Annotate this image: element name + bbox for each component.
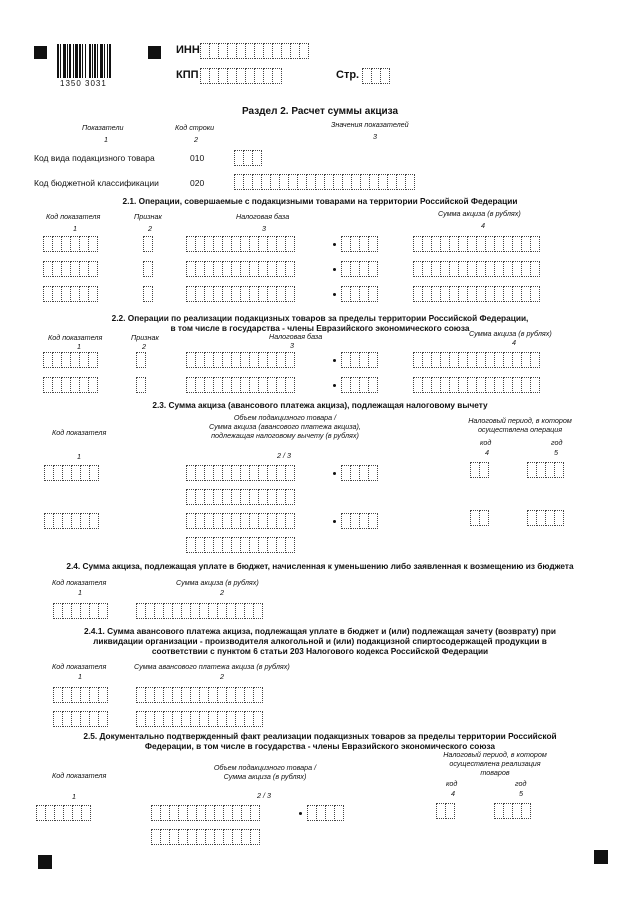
input-cell[interactable]	[253, 603, 263, 619]
corner-marker-bottom-left	[38, 855, 52, 869]
input-cell[interactable]	[88, 352, 98, 368]
input-cell[interactable]	[530, 377, 540, 393]
input-cell[interactable]	[530, 286, 540, 302]
kbk-field[interactable]	[234, 174, 414, 190]
input-cell[interactable]	[368, 236, 378, 252]
section-title: Раздел 2. Расчет суммы акциза	[241, 106, 399, 117]
corner-marker-bottom-right	[594, 850, 608, 864]
input-cell[interactable]	[368, 377, 378, 393]
barcode-bar	[63, 44, 66, 78]
s22-sum-field[interactable]	[413, 352, 539, 368]
section-2-5-title-line-2: Федерации, в том числе в государства - члены Евразийского экономического союза	[144, 741, 496, 751]
input-cell[interactable]	[250, 829, 260, 845]
input-cell[interactable]	[143, 236, 153, 252]
s22-code-field[interactable]	[43, 352, 97, 368]
section-2-4-title: 2.4. Сумма акциза, подлежащая уплате в бюджет, начисленная к уменьшению либо заявленная к возмещению из бюджета	[66, 561, 574, 571]
input-cell[interactable]	[368, 352, 378, 368]
s21-code-field[interactable]	[43, 236, 97, 252]
input-cell[interactable]	[334, 805, 344, 821]
s25-col-period-line-2: осуществлена реализация	[449, 759, 541, 768]
barcode-bar	[73, 44, 74, 78]
s21-n4: 4	[481, 221, 485, 230]
s23-code-field[interactable]	[44, 465, 98, 481]
s21-sum-field[interactable]	[413, 261, 539, 277]
section-2-4-1-title-line-3: соответствии с пунктом 6 статьи 203 Налогового кодекса Российской Федерации	[151, 646, 489, 656]
s21-col-base: Налоговая база	[236, 212, 290, 221]
s23-col-vol-line-1: Объем подакцизного товара /	[233, 413, 337, 422]
input-cell[interactable]	[98, 711, 108, 727]
inn-label: ИНН	[176, 44, 200, 56]
s22-sign-field[interactable]	[136, 377, 145, 393]
input-cell[interactable]	[285, 352, 295, 368]
s22-n3: 3	[290, 341, 294, 350]
s25-n23: 2 / 3	[257, 791, 271, 800]
s22-sign-field[interactable]	[136, 352, 145, 368]
input-cell[interactable]	[530, 261, 540, 277]
s25-col-code: Код показателя	[52, 771, 107, 780]
input-cell[interactable]	[380, 68, 390, 84]
s25-volume-field[interactable]	[151, 805, 259, 821]
input-cell[interactable]	[479, 510, 489, 526]
s22-col-sum: Сумма акциза (в рублях)	[469, 329, 552, 338]
input-cell[interactable]	[250, 805, 260, 821]
s23-period-year-field[interactable]	[527, 462, 563, 478]
section-2-5-title-line-1: 2.5. Документально подтвержденный факт реализации подакцизных товаров за пределы территории Российской	[83, 731, 557, 741]
input-cell[interactable]	[81, 805, 91, 821]
section-2-3-title: 2.3. Сумма акциза (авансового платежа акциза), подлежащая налоговому вычету	[152, 400, 488, 410]
s22-base-decimal-field[interactable]	[341, 377, 377, 393]
input-cell[interactable]	[136, 377, 146, 393]
s25-n5: 5	[519, 789, 523, 798]
input-cell[interactable]	[285, 489, 295, 505]
s22-col-sign: Признак	[131, 333, 159, 342]
input-cell[interactable]	[521, 803, 531, 819]
decimal-point	[333, 359, 336, 362]
s241-sum-field[interactable]	[136, 711, 262, 727]
s22-col-code: Код показателя	[48, 333, 103, 342]
s21-base-field[interactable]	[186, 236, 294, 252]
s23-period-year-field[interactable]	[527, 510, 563, 526]
barcode-number: 1350 3031	[60, 79, 107, 88]
section-2-2-title-line-2: в том числе в государства - члены Евразийского экономического союза	[170, 323, 470, 333]
s241-code-field[interactable]	[53, 687, 107, 703]
input-cell[interactable]	[272, 68, 282, 84]
s25-code-field[interactable]	[36, 805, 90, 821]
s23-col-period-line-2: осуществлена операция	[477, 425, 563, 434]
s21-sum-field[interactable]	[413, 286, 539, 302]
s25-sum-field[interactable]	[151, 829, 259, 845]
decimal-point	[333, 243, 336, 246]
input-cell[interactable]	[405, 174, 415, 190]
input-cell[interactable]	[368, 261, 378, 277]
barcode-bar	[67, 44, 68, 78]
s23-col-period-year: год	[551, 438, 563, 447]
barcode-bar	[75, 44, 78, 78]
barcode-bar	[100, 44, 103, 78]
input-cell[interactable]	[88, 286, 98, 302]
input-cell[interactable]	[445, 803, 455, 819]
barcode-bar	[107, 44, 108, 78]
input-cell[interactable]	[285, 377, 295, 393]
s241-col-code: Код показателя	[52, 662, 107, 671]
input-cell[interactable]	[299, 43, 309, 59]
input-cell[interactable]	[88, 236, 98, 252]
input-cell[interactable]	[479, 462, 489, 478]
barcode-bar	[85, 44, 86, 78]
s23-col-period-code: код	[480, 438, 492, 447]
decimal-point	[333, 472, 336, 475]
s241-code-field[interactable]	[53, 711, 107, 727]
barcode-bar	[79, 44, 81, 78]
input-cell[interactable]	[285, 513, 295, 529]
s21-base-decimal-field[interactable]	[341, 236, 377, 252]
decimal-point	[333, 520, 336, 523]
input-cell[interactable]	[530, 236, 540, 252]
s21-col-code: Код показателя	[46, 212, 101, 221]
barcode-bar	[109, 44, 111, 78]
kpp-field[interactable]	[200, 68, 281, 84]
s23-n4: 4	[485, 448, 489, 457]
corner-marker-top-mid	[148, 46, 161, 59]
input-cell[interactable]	[88, 377, 98, 393]
s22-code-field[interactable]	[43, 377, 97, 393]
barcode-bar	[97, 44, 98, 78]
s25-col-period-line-1: Налоговый период, в котором	[443, 750, 547, 759]
s23-period-code-field[interactable]	[470, 510, 488, 526]
section-2-1-title: 2.1. Операции, совершаемые с подакцизными товарами на территории Российской Федерации	[122, 196, 518, 206]
s22-col-base: Налоговая база	[269, 332, 323, 341]
s23-code-field[interactable]	[44, 513, 98, 529]
s21-n1: 1	[73, 224, 77, 233]
s22-n4: 4	[512, 338, 516, 347]
s241-sum-field[interactable]	[136, 687, 262, 703]
s21-sign-field[interactable]	[143, 261, 152, 277]
s21-col-sign: Признак	[134, 212, 162, 221]
s24-col-code: Код показателя	[52, 578, 107, 587]
s23-volume-decimal-field[interactable]	[341, 513, 377, 529]
s23-period-code-field[interactable]	[470, 462, 488, 478]
input-cell[interactable]	[253, 711, 263, 727]
s241-n2: 2	[220, 672, 224, 681]
input-cell[interactable]	[285, 537, 295, 553]
col-num-3: 3	[373, 132, 377, 141]
input-cell[interactable]	[530, 352, 540, 368]
input-cell[interactable]	[98, 603, 108, 619]
barcode-bar	[104, 44, 105, 78]
s21-base-decimal-field[interactable]	[341, 286, 377, 302]
s25-col-vol-line-1: Объем подакцизного товара /	[213, 763, 317, 772]
decimal-point	[333, 268, 336, 271]
s24-sum-field[interactable]	[136, 603, 262, 619]
section-2-4-1-title-line-2: ликвидации организации - производителя алкогольной и (или) подакцизной спиртосодержащей продукции в	[93, 636, 547, 646]
s25-n1: 1	[72, 792, 76, 801]
s21-code-field[interactable]	[43, 286, 97, 302]
inn-field[interactable]	[200, 43, 308, 59]
barcode-bar	[60, 44, 61, 78]
input-cell[interactable]	[554, 462, 564, 478]
row-excise-type-label: Код вида подакцизного товара	[34, 153, 155, 163]
barcode-bar	[92, 44, 93, 78]
page-field[interactable]	[362, 68, 389, 84]
s24-col-sum: Сумма акциза (в рублях)	[176, 578, 259, 587]
s23-col-period-line-1: Налоговый период, в котором	[468, 416, 572, 425]
s25-col-period-code: код	[446, 779, 458, 788]
input-cell[interactable]	[89, 465, 99, 481]
s22-n2: 2	[142, 342, 146, 351]
s23-n5: 5	[554, 448, 558, 457]
s23-n23: 2 / 3	[277, 451, 291, 460]
s23-sum-field[interactable]	[186, 537, 294, 553]
col-indicators: Показатели	[82, 123, 124, 132]
input-cell[interactable]	[285, 236, 295, 252]
input-cell[interactable]	[253, 687, 263, 703]
s25-period-code-field[interactable]	[436, 803, 454, 819]
s21-n2: 2	[148, 224, 152, 233]
barcode-bar	[69, 44, 71, 78]
input-cell[interactable]	[143, 261, 153, 277]
input-cell[interactable]	[554, 510, 564, 526]
s21-base-field[interactable]	[186, 261, 294, 277]
s22-base-field[interactable]	[186, 377, 294, 393]
s23-n1: 1	[77, 452, 81, 461]
s21-base-decimal-field[interactable]	[341, 261, 377, 277]
s25-period-year-field[interactable]	[494, 803, 530, 819]
s22-base-decimal-field[interactable]	[341, 352, 377, 368]
input-cell[interactable]	[285, 261, 295, 277]
s23-col-code: Код показателя	[52, 428, 107, 437]
input-cell[interactable]	[252, 150, 262, 166]
col-line-code: Код строки	[175, 123, 215, 132]
input-cell[interactable]	[98, 687, 108, 703]
decimal-point	[333, 384, 336, 387]
s25-col-vol-line-2: Сумма акциза (в рублях)	[223, 772, 307, 781]
s21-code-field[interactable]	[43, 261, 97, 277]
s241-n1: 1	[78, 672, 82, 681]
input-cell[interactable]	[285, 286, 295, 302]
s25-col-period-year: год	[515, 779, 527, 788]
corner-marker-top-left	[34, 46, 47, 59]
col-values: Значения показателей	[331, 120, 409, 129]
s24-code-field[interactable]	[53, 603, 107, 619]
s23-volume-field[interactable]	[186, 465, 294, 481]
decimal-point	[299, 812, 302, 815]
kpp-label: КПП	[176, 69, 199, 81]
input-cell[interactable]	[88, 261, 98, 277]
input-cell[interactable]	[285, 465, 295, 481]
s25-volume-decimal-field[interactable]	[307, 805, 343, 821]
page-label: Стр.	[336, 69, 360, 81]
input-cell[interactable]	[143, 286, 153, 302]
s21-n3: 3	[262, 224, 266, 233]
barcode-bar	[82, 44, 83, 78]
col-num-1: 1	[104, 135, 108, 144]
s25-col-period-line-3: товаров	[480, 768, 510, 777]
barcode	[57, 44, 138, 78]
row-kbk-label: Код бюджетной классификации	[34, 178, 159, 188]
s21-sum-field[interactable]	[413, 236, 539, 252]
input-cell[interactable]	[368, 286, 378, 302]
row-excise-type-code: 010	[190, 153, 205, 163]
s22-n1: 1	[77, 342, 81, 351]
s23-sum-field[interactable]	[186, 489, 294, 505]
s23-col-vol-line-3: подлежащая налоговому вычету (в рублях)	[211, 431, 359, 440]
s23-volume-decimal-field[interactable]	[341, 465, 377, 481]
barcode-bar	[94, 44, 96, 78]
s23-volume-field[interactable]	[186, 513, 294, 529]
s21-col-sum: Сумма акциза (в рублях)	[438, 209, 521, 218]
excise-type-field[interactable]	[234, 150, 261, 166]
s21-base-field[interactable]	[186, 286, 294, 302]
input-cell[interactable]	[368, 513, 378, 529]
decimal-point	[333, 293, 336, 296]
input-cell[interactable]	[89, 513, 99, 529]
input-cell[interactable]	[368, 465, 378, 481]
s24-n1: 1	[78, 588, 82, 597]
barcode-bar	[57, 44, 59, 78]
section-2-4-1-title-line-1: 2.4.1. Сумма авансового платежа акциза, подлежащая уплате в бюджет и (или) подлежащая зачету (возврату) при	[84, 626, 556, 636]
section-2-2-title-line-1: 2.2. Операции по реализации подакцизных товаров за пределы территории Российской Федерации,	[111, 313, 529, 323]
s23-col-vol-line-2: Сумма акциза (авансового платежа акциза),	[209, 422, 361, 431]
s21-sign-field[interactable]	[143, 236, 152, 252]
s241-col-sum: Сумма авансового платежа акциза (в рублях)	[134, 662, 290, 671]
s22-sum-field[interactable]	[413, 377, 539, 393]
s21-sign-field[interactable]	[143, 286, 152, 302]
col-num-2: 2	[194, 135, 198, 144]
s24-n2: 2	[220, 588, 224, 597]
input-cell[interactable]	[136, 352, 146, 368]
s22-base-field[interactable]	[186, 352, 294, 368]
s25-n4: 4	[451, 789, 455, 798]
barcode-bar	[89, 44, 91, 78]
row-kbk-code: 020	[190, 178, 205, 188]
